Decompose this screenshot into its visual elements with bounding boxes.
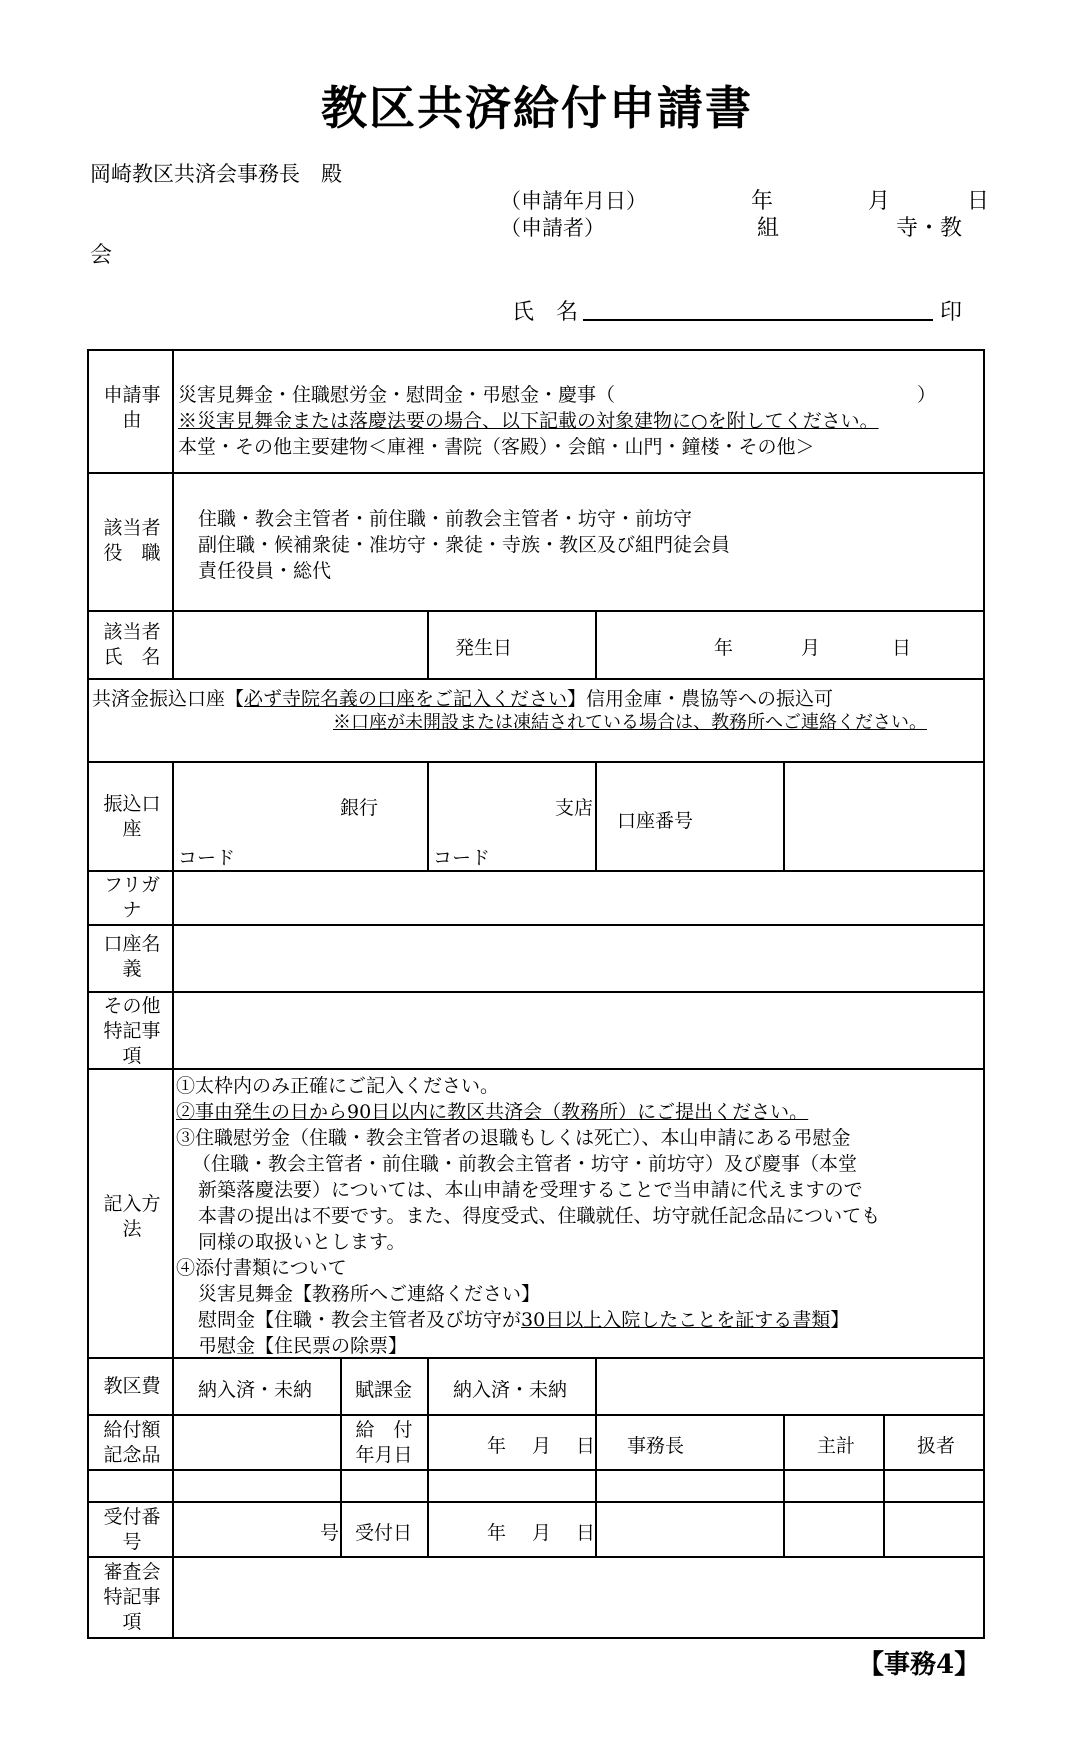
- occurrence-year: 年: [714, 637, 734, 659]
- instruction-4c: 弔慰金【住民票の除票】: [198, 1335, 408, 1357]
- instructions-label: 記入方法: [103, 1193, 161, 1240]
- parish-fee-status[interactable]: 納入済・未納: [198, 1379, 313, 1401]
- account-notice-prefix: 共済金振込口座【: [92, 688, 245, 710]
- instruction-3d: 本書の提出は不要です。また、得度受式、住職就任、坊守就任記念品についても: [198, 1205, 881, 1227]
- reason-paren-close: ）: [917, 384, 937, 406]
- furigana-field[interactable]: [178, 874, 978, 920]
- account-name-field[interactable]: [178, 928, 978, 987]
- bank-label-text: 銀行: [340, 797, 379, 819]
- reason-line1[interactable]: 災害見舞金・住職慰労金・慰問金・弔慰金・慶事（: [178, 384, 616, 406]
- occurrence-month: 月: [801, 637, 821, 659]
- instruction-3b: （住職・教会主管者・前住職・前教会主管者・坊守・前坊守）及び慶事（本堂: [192, 1153, 858, 1175]
- receipt-number-label: 受付番号: [103, 1506, 161, 1553]
- pay-month: 月: [532, 1435, 552, 1457]
- furigana-label: フリガナ: [103, 874, 161, 921]
- name-label: 氏 名: [512, 300, 579, 325]
- instruction-4b-emphasis: 30日以上入院したことを証する書類: [521, 1309, 831, 1331]
- receipt-day: 日: [576, 1522, 596, 1544]
- receipt-year: 年: [487, 1522, 507, 1544]
- receipt-date-label: 受付日: [355, 1522, 413, 1544]
- applicant-tera: 寺・教: [896, 216, 963, 241]
- review-notes-field[interactable]: [178, 1561, 978, 1633]
- levy-label: 賦課金: [355, 1379, 413, 1401]
- applicant-kai: 会: [90, 243, 113, 268]
- date-day: 日: [967, 189, 990, 214]
- pay-year: 年: [487, 1435, 507, 1457]
- signature-line[interactable]: [583, 319, 933, 321]
- role-line2[interactable]: 副住職・候補衆徒・准坊守・衆徒・寺族・教区及び組門徒会員: [198, 534, 731, 556]
- instruction-1: ①太枠内のみ正確にご記入ください。: [176, 1075, 500, 1097]
- instruction-3c: 新築落慶法要）については、本山申請を受理することで当申請に代えますので: [198, 1179, 863, 1201]
- bank-label: 振込口座: [103, 793, 161, 840]
- account-number-label: 口座番号: [617, 810, 694, 832]
- form-number: 【事務4】: [858, 1650, 981, 1680]
- receipt-go: 号: [320, 1522, 340, 1544]
- date-year: 年: [751, 189, 774, 214]
- page-title: 教区共済給付申請書: [321, 81, 753, 135]
- handler-label: 扱者: [917, 1435, 956, 1457]
- person-name-field[interactable]: [178, 615, 423, 675]
- account-name-label: 口座名義: [103, 933, 161, 980]
- role-line1[interactable]: 住職・教会主管者・前住職・前教会主管者・坊守・前坊守: [198, 508, 693, 530]
- amount-label: 給付額記念品: [103, 1419, 161, 1466]
- date-month: 月: [868, 189, 891, 214]
- addressee: 岡崎教区共済会事務長 殿: [90, 162, 342, 186]
- instruction-4a: 災害見舞金【教務所へご連絡ください】: [198, 1283, 541, 1305]
- instruction-2: ②事由発生の日から90日以内に教区共済会（教務所）にご提出ください。: [176, 1101, 809, 1123]
- other-notes-field[interactable]: [178, 995, 978, 1064]
- instruction-4b: [198, 1305, 849, 1332]
- date-label: （申請年月日）: [500, 189, 647, 213]
- review-label: 審査会特記事項: [103, 1561, 161, 1633]
- other-label: その他特記事項: [103, 995, 161, 1067]
- person-name-label: 該当者氏 名: [103, 621, 161, 668]
- occurrence-label: 発生日: [455, 637, 513, 659]
- branch-label: 支店: [555, 797, 594, 819]
- applicant-label: （申請者）: [500, 216, 605, 240]
- reason-buildings[interactable]: 本堂・その他主要建物＜庫裡・書院（客殿）・会館・山門・鐘楼・その他＞: [178, 436, 815, 458]
- applicant-kumi: 組: [757, 216, 780, 241]
- branch-code-label: コード: [433, 847, 491, 869]
- levy-status[interactable]: 納入済・未納: [453, 1379, 568, 1401]
- seal-label: 印: [940, 300, 963, 325]
- pay-day: 日: [576, 1435, 596, 1457]
- reason-note: ※災害見舞金または落慶法要の場合、以下記載の対象建物に○を附してください。: [178, 410, 879, 432]
- instruction-4b-prefix: 慰問金【住職・教会主管者及び坊守が: [198, 1309, 522, 1331]
- account-notice-emphasis: 必ず寺院名義の口座をご記入ください: [244, 688, 568, 710]
- instruction-4: ④添付書類について: [176, 1257, 347, 1279]
- role-line3[interactable]: 責任役員・総代: [198, 560, 332, 582]
- occurrence-day: 日: [892, 637, 912, 659]
- bank-code-label: コード: [178, 847, 236, 869]
- account-notice: [92, 684, 833, 711]
- account-notice-suffix: 】信用金庫・農協等への振込可: [567, 688, 834, 710]
- instruction-3e: 同様の取扱いとします。: [198, 1231, 406, 1253]
- account-number-field[interactable]: [787, 766, 979, 866]
- account-note: ※口座が未開設または凍結されている場合は、教務所へご連絡ください。: [333, 712, 927, 733]
- receipt-month: 月: [532, 1522, 552, 1544]
- reason-label: 申請事由: [103, 384, 161, 431]
- instruction-4b-suffix: 】: [830, 1309, 850, 1331]
- director-label: 事務長: [627, 1435, 685, 1457]
- instruction-3a: ③住職慰労金（住職・教会主管者の退職もしくは死亡）、本山申請にある弔慰金: [176, 1127, 851, 1149]
- role-label: 該当者役 職: [103, 517, 161, 564]
- accountant-label: 主計: [817, 1435, 856, 1457]
- pay-date-label: 給 付年月日: [355, 1419, 413, 1466]
- parish-fee-label: 教区費: [103, 1375, 161, 1397]
